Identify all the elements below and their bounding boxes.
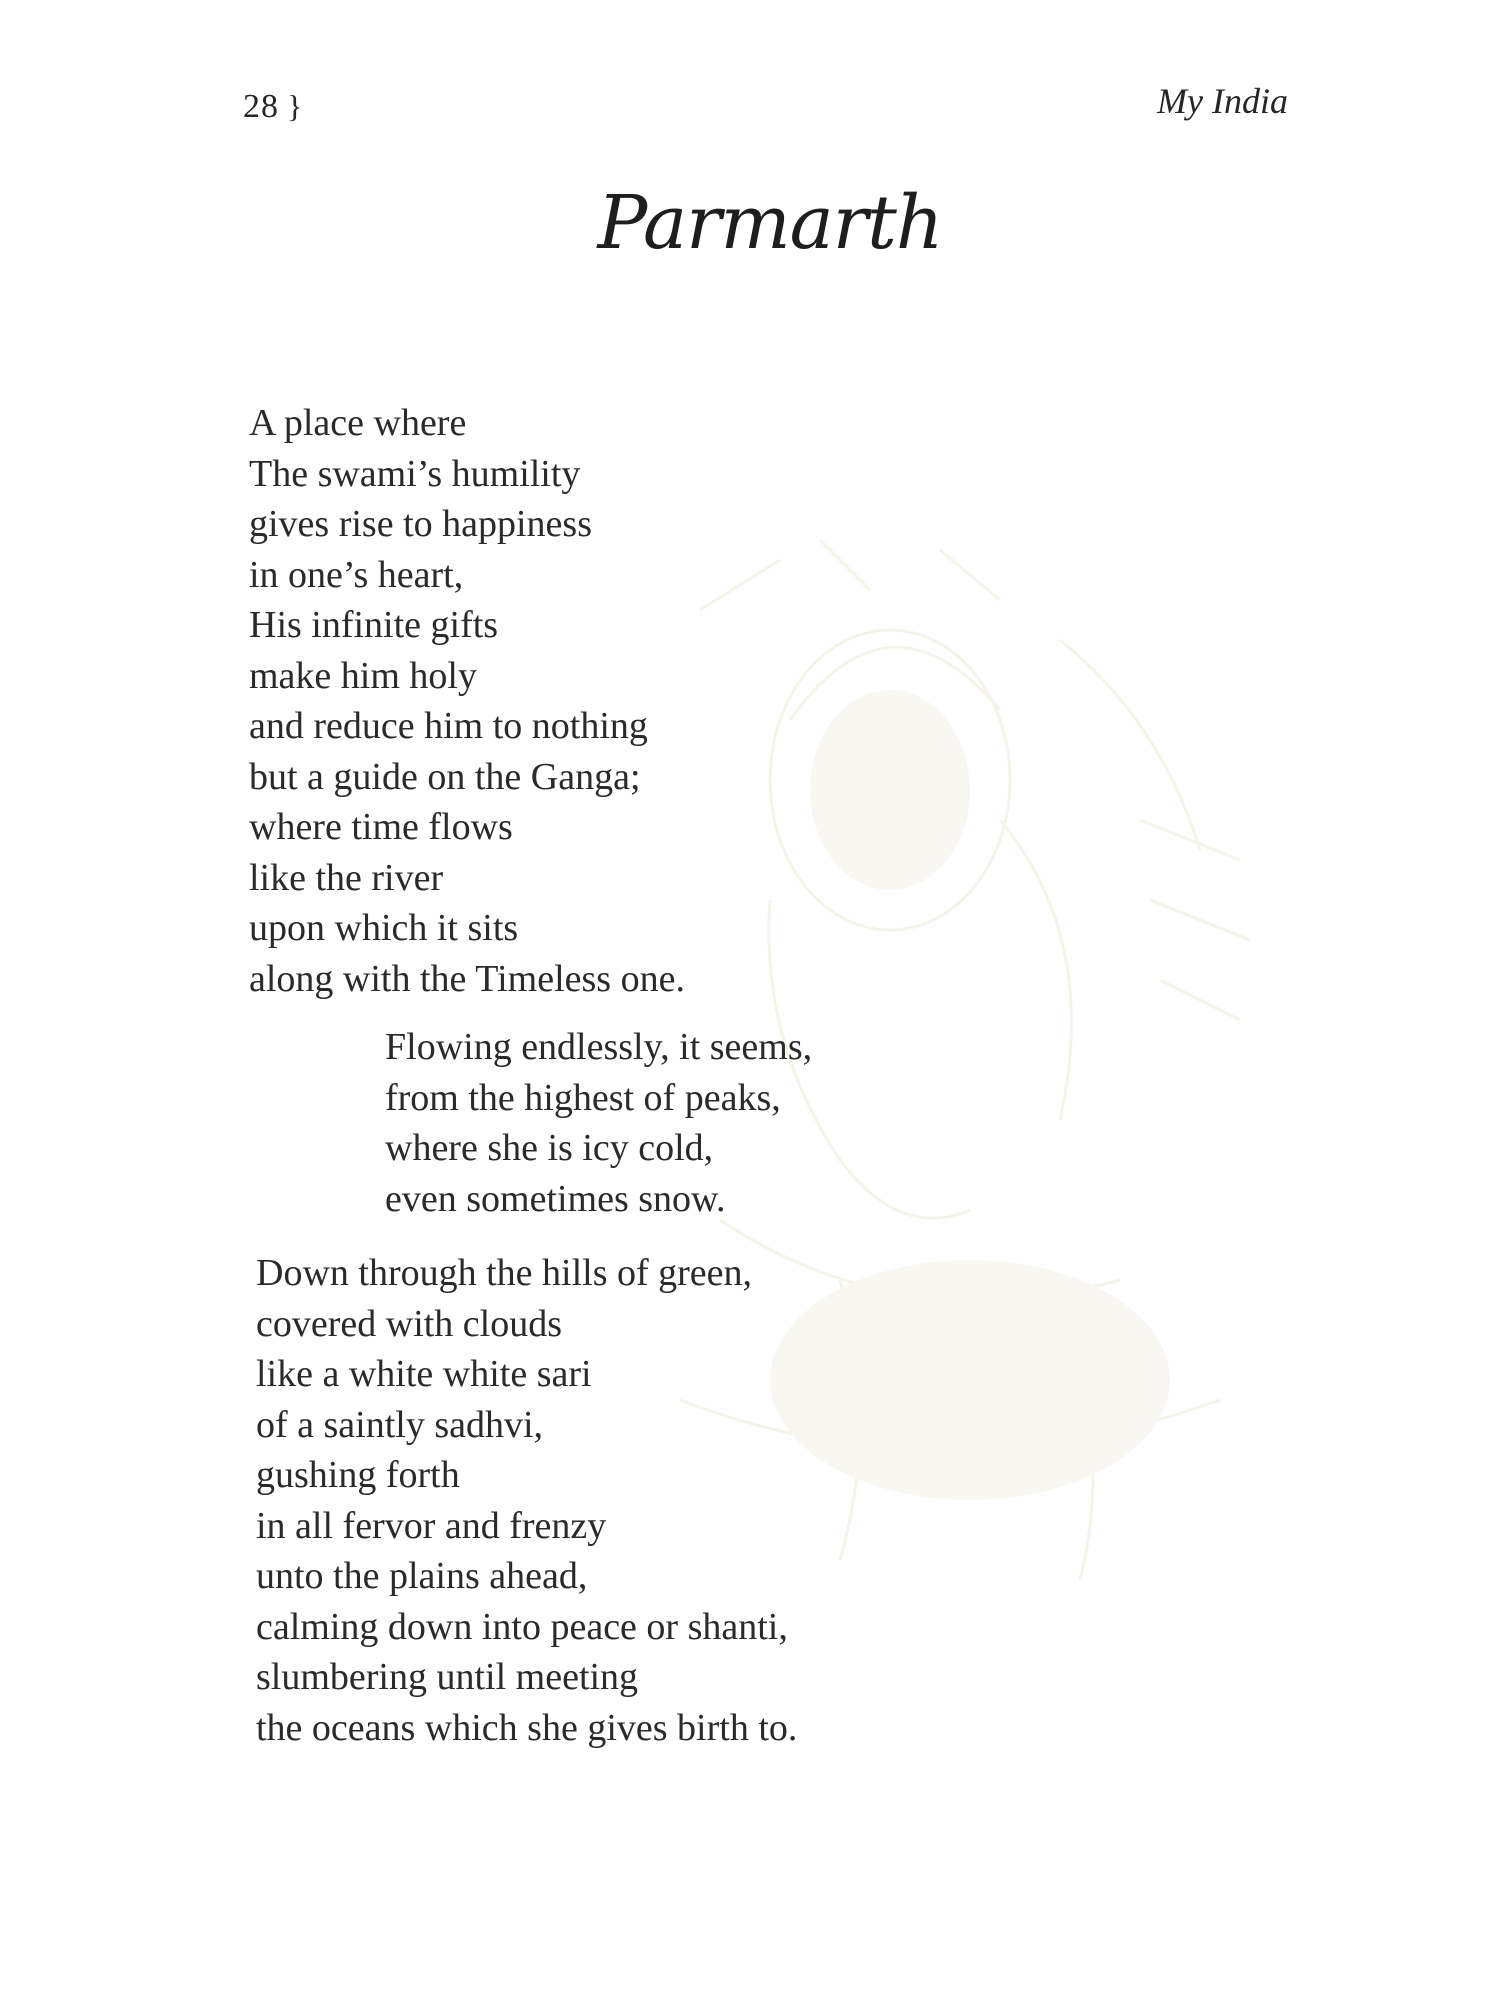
poem-line: along with the Timeless one.	[249, 957, 685, 1000]
poem-line: covered with clouds	[256, 1302, 563, 1345]
stanza-1	[249, 398, 685, 1004]
poem-line: His infinite gifts	[249, 604, 499, 646]
poem-title: Parmarth	[597, 180, 943, 266]
poem-line: like the river	[249, 856, 444, 899]
poem-line: where time flows	[249, 806, 513, 848]
page-number-value: 28	[243, 88, 279, 125]
stanza-2	[385, 1022, 812, 1224]
poem-line: calming down into peace or shanti,	[256, 1605, 788, 1648]
poem-line: unto the plains ahead,	[256, 1555, 588, 1597]
poem-line: Flowing endlessly, it seems,	[385, 1026, 813, 1068]
page-number	[243, 88, 303, 126]
poem-line: even sometimes snow.	[385, 1177, 726, 1220]
page-number-brace: }	[287, 88, 304, 124]
poem-line: in all fervor and frenzy	[256, 1504, 607, 1547]
poem-line: Down through the hills of green,	[256, 1252, 753, 1294]
poem-line: and reduce him to nothing	[249, 705, 648, 747]
poem-line: but a guide on the Ganga;	[249, 755, 641, 798]
running-head: My India	[1157, 81, 1288, 121]
poem-line: The swami’s humility	[249, 452, 581, 495]
poem-line: gives rise to happiness	[249, 503, 593, 545]
poem-line: of a saintly sadhvi,	[256, 1403, 544, 1446]
stanza-3	[256, 1248, 797, 1753]
poem-line: make him holy	[249, 654, 477, 697]
poem-line: in one’s heart,	[249, 553, 464, 596]
poem-line: from the highest of peaks,	[385, 1076, 781, 1119]
poem-line: A place where	[249, 402, 467, 444]
poem-line: gushing forth	[256, 1454, 460, 1496]
poem-line: slumbering until meeting	[256, 1656, 639, 1698]
poem-line: the oceans which she gives birth to.	[256, 1706, 798, 1749]
poem-line: like a white white sari	[256, 1353, 592, 1395]
poem-line: where she is icy cold,	[385, 1127, 714, 1169]
poem-line: upon which it sits	[249, 907, 519, 949]
